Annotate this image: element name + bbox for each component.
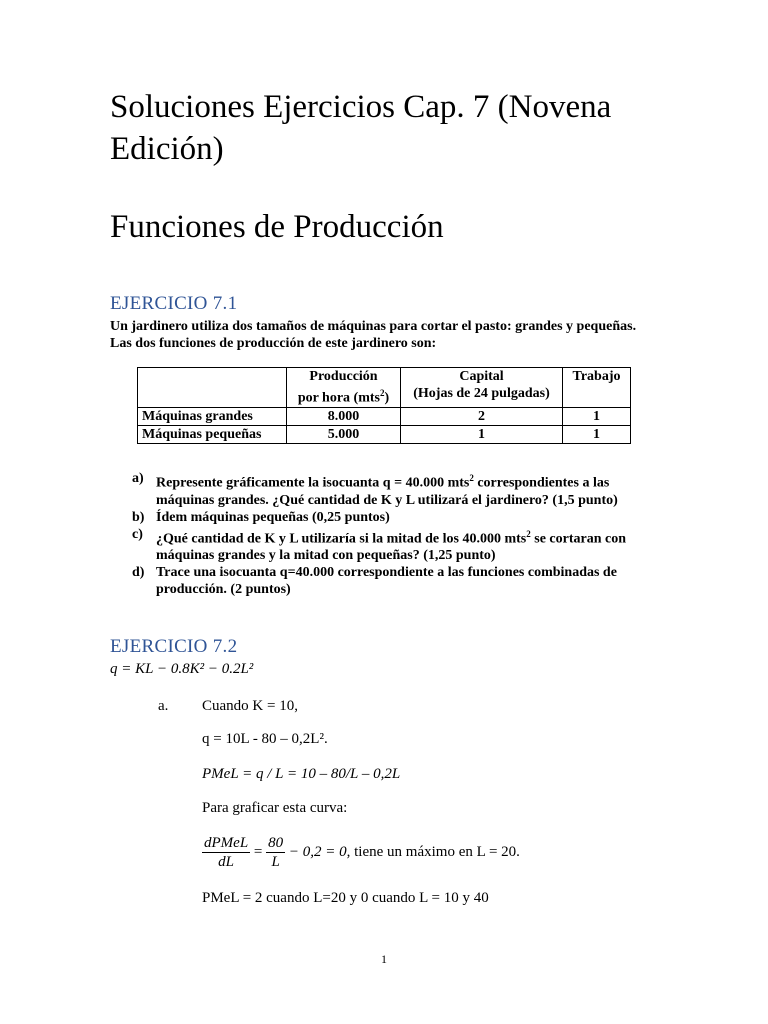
table-header-capital-line2: (Hojas de 24 pulgadas) <box>413 386 550 401</box>
derivative-rhs-fraction <box>266 834 285 871</box>
derivative-lhs-denominator: dL <box>218 854 234 870</box>
table-cell: 1 <box>563 425 631 443</box>
question-text: ¿Qué cantidad de K y L utilizaría si la mitad de los 40.000 mts <box>156 531 527 547</box>
question-text-cont: correspondientes a las máquinas grandes. ¿Qué cantidad de K y L utilizará el jardinero? (1,5 punto) <box>156 475 618 508</box>
table-header-production-line1: Producción <box>309 369 378 384</box>
question-marker: a) <box>132 471 144 486</box>
question-sup: 2 <box>469 473 474 483</box>
derivative-tail: , tiene un máximo en L = 20. <box>346 843 520 860</box>
table-header-labor-line1: Trabajo <box>572 369 621 384</box>
exercise-7-1-intro: Un jardinero utiliza dos tamaños de máquinas para cortar el pasto: grandes y pequeñas. Las dos funciones de producción de este jardinero son: <box>110 319 637 351</box>
table-header-row <box>138 368 631 408</box>
table-header-labor <box>563 368 631 408</box>
exercise-7-2-heading: EJERCICIO 7.2 <box>110 636 238 657</box>
exercise-7-1-heading: EJERCICIO 7.1 <box>110 293 238 314</box>
table-cell: 1 <box>563 407 631 425</box>
table-header-production-line2: por hora (mts <box>297 390 380 406</box>
table-row <box>138 407 631 425</box>
table-header-production-sup: 2 <box>380 388 385 398</box>
page-number: 1 <box>381 952 387 966</box>
question-text: Ídem máquinas pequeñas (0,25 puntos) <box>156 509 390 525</box>
question-text: Trace una isocuanta q=40.000 correspondiente a las funciones combinadas de producción. (2 puntos) <box>156 565 617 598</box>
table-header-production-end: ) <box>384 390 390 406</box>
part-a-derivative: $\frac{\text{dPMeL}}{dL}$ = $\frac{80}{L}$ − 0,2 = 0, tiene un máximo en L = 20. <box>204 835 520 870</box>
table-row <box>138 425 631 443</box>
document-title: Soluciones Ejercicios Cap. 7 (Novena Edición) <box>110 89 612 167</box>
question-sup: 2 <box>526 528 531 539</box>
table-header-capital-line1: Capital <box>459 369 504 384</box>
part-a-average-product: PMeL = q / L = 10 – 80/L – 0,2L <box>202 766 401 782</box>
table-cell: 8.000 <box>287 407 401 425</box>
derivative-lhs-fraction <box>202 834 250 871</box>
question-item <box>110 470 670 509</box>
question-item <box>110 564 670 598</box>
exercise-7-1-questions <box>110 470 670 598</box>
question-marker: d) <box>132 565 145 581</box>
derivative-rhs-numerator: 80 <box>268 835 284 851</box>
part-a-graph-text: Para graficar esta curva: <box>202 800 348 816</box>
table-header-capital <box>401 368 563 408</box>
question-marker: b) <box>132 509 145 525</box>
derivative-rhs-denominator: L <box>271 854 280 870</box>
part-a-label: a. <box>158 698 169 714</box>
table-cell: 1 <box>401 425 563 443</box>
derivative-lhs-numerator: dPMeL <box>204 835 249 851</box>
table-header-empty <box>138 368 287 408</box>
question-item <box>110 509 670 526</box>
part-a-q-equation: q = 10L - 80 – 0,2L². <box>202 731 328 747</box>
question-text: Represente gráficamente la isocuanta q = 40.000 mts <box>156 475 470 491</box>
table-header-production <box>287 368 401 408</box>
question-marker: c) <box>132 526 143 542</box>
table-cell: Máquinas pequeñas <box>138 425 287 443</box>
question-item <box>110 526 670 565</box>
question-text-cont: se cortaran con máquinas grandes y la mitad con pequeñas? (1,25 punto) <box>156 531 627 564</box>
table-cell: 5.000 <box>287 425 401 443</box>
document-subtitle: Funciones de Producción <box>110 209 444 245</box>
production-function-equation: q = KL − 0.8K² − 0.2L² <box>110 661 254 677</box>
equation-lhs: q <box>110 661 118 677</box>
table-cell: 2 <box>401 407 563 425</box>
derivative-rest: − 0,2 = 0 <box>288 843 347 860</box>
table-cell: Máquinas grandes <box>138 407 287 425</box>
production-table <box>137 367 631 444</box>
part-a-condition: Cuando K = 10, <box>202 698 298 714</box>
equation-rhs: KL − 0.8K² − 0.2L² <box>135 661 254 677</box>
part-a-final-statement: PMeL = 2 cuando L=20 y 0 cuando L = 10 y 40 <box>202 890 489 906</box>
